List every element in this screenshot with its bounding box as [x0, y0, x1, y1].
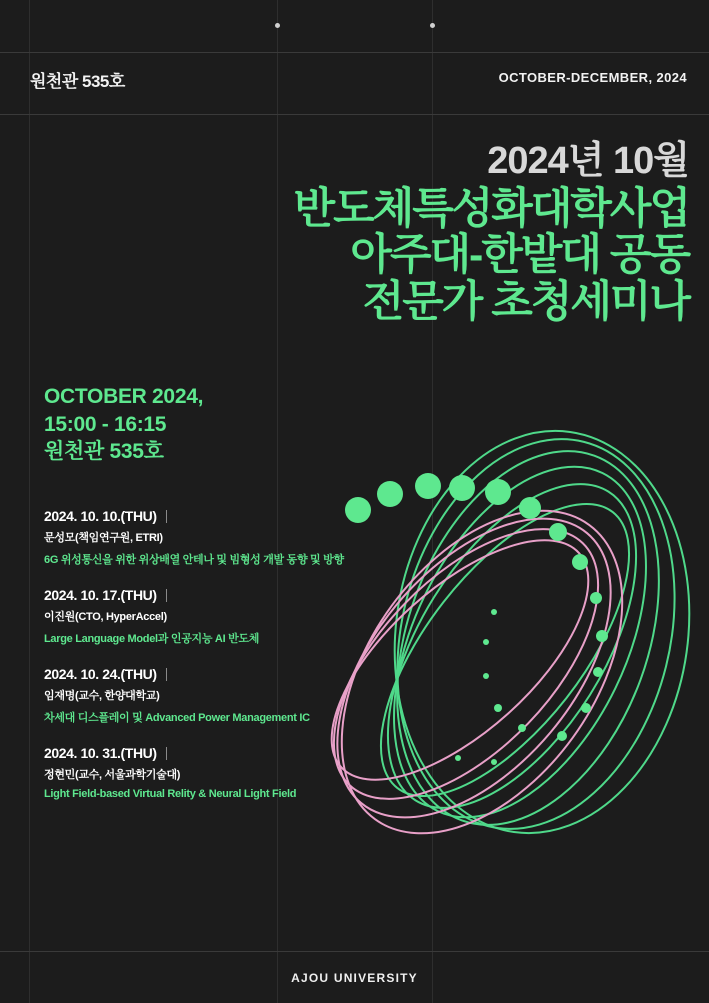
list-item [44, 666, 374, 725]
title-line-1: 2024년 10월 [487, 140, 689, 182]
rule-footer [0, 951, 709, 952]
schedule-topic: 차세대 디스플레이 및 Advanced Power Management IC [44, 712, 310, 724]
list-item [44, 745, 374, 800]
rule-top [0, 52, 709, 53]
footer-university: AJOU UNIVERSITY [291, 971, 418, 985]
event-when-where [44, 383, 203, 466]
schedule-speaker: 이진원(CTO, HyperAccel) [44, 611, 167, 623]
header [0, 62, 709, 104]
divider-bar-icon [166, 510, 167, 523]
schedule-list [44, 508, 374, 820]
when-time: 15:00 - 16:15 [44, 412, 167, 436]
divider-bar-icon [166, 589, 167, 602]
schedule-speaker: 임재명(교수, 한양대학교) [44, 690, 160, 702]
schedule-date-row [44, 587, 374, 603]
grid-line-left [29, 0, 30, 1003]
title-line-4: 전문가 초청세미나 [362, 277, 689, 326]
schedule-date: 2024. 10. 31.(THU) [44, 745, 157, 761]
schedule-speaker: 문성모(책임연구원, ETRI) [44, 532, 163, 544]
schedule-topic: 6G 위성통신을 위한 위상배열 안테나 및 빔형성 개발 동향 및 방향 [44, 554, 344, 566]
marker-dot-left [275, 23, 280, 28]
when-venue: 원천관 535호 [44, 440, 164, 464]
schedule-date-row [44, 666, 374, 682]
divider-bar-icon [166, 668, 167, 681]
list-item [44, 587, 374, 646]
divider-bar-icon [166, 747, 167, 760]
when-month: OCTOBER 2024, [44, 385, 204, 408]
schedule-topic: Light Field-based Virtual Relity & Neural Light Field [44, 788, 297, 800]
schedule-date-row [44, 508, 374, 524]
schedule-date: 2024. 10. 10.(THU) [44, 508, 157, 524]
page-title [169, 140, 689, 325]
title-line-3: 아주대-한밭대 공동 [350, 231, 689, 280]
header-venue: 원천관 535호 [30, 72, 125, 91]
schedule-date: 2024. 10. 24.(THU) [44, 666, 157, 682]
schedule-topic: Large Language Model과 인공지능 AI 반도체 [44, 633, 260, 645]
title-line-2: 반도체특성화대학사업 [293, 184, 689, 233]
marker-dot-right [430, 23, 435, 28]
header-date-range: OCTOBER-DECEMBER, 2024 [498, 70, 687, 85]
schedule-date: 2024. 10. 17.(THU) [44, 587, 157, 603]
schedule-date-row [44, 745, 374, 761]
rule-header [0, 114, 709, 115]
list-item [44, 508, 374, 567]
schedule-speaker: 정현민(교수, 서울과학기술대) [44, 769, 181, 781]
